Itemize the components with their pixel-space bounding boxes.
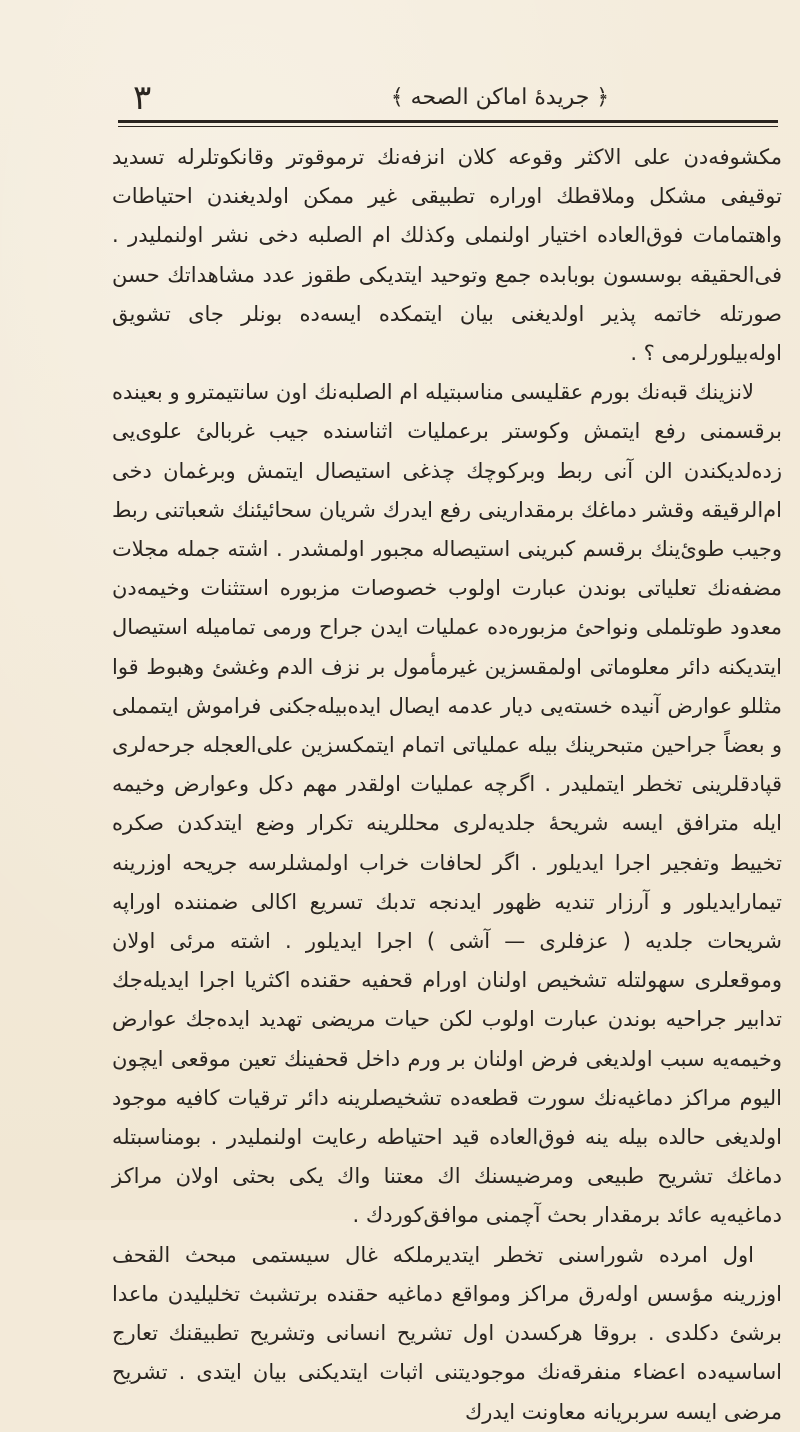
header-rule-thin xyxy=(118,126,778,127)
page-header xyxy=(115,72,775,122)
header-rule-thick xyxy=(118,120,778,123)
paragraph: اول امرده شوراسنى تخطر ايتديرملكه غال سيستمى مبحث القحف اوزرينه مؤسس اوله‌رق مراكز ومواقع دماغيه حقنده برتشبث تخليليدن ماعدا برشئ دكلدى . بروقا هركسدن اول تشريح انسانى وتشريح تطبيقنك تعارج اساسيه‌ده اعضاء منفرقه‌نك موجوديتنى اثبات ايتديكنى بيان ايتدى . تشريح مرضى ايسه سربريانه معاونت ايدرك xyxy=(112,1242,782,1424)
page-number: ٣ xyxy=(133,78,152,118)
paragraph: لانزينك قبه‌نك بورم عقليسى مناسبتيله ام الصلبه‌نك اون سانتيمترو و بعينده برقسمنى رفع ايتمش وكوستر برعمليات اثناسنده جيب غربالئ علوى‌يى زده‌لديكندن الن آنى ربط وبركوچك چذغى استيصال ايتمش وبرغمان دخى ام‌الرقيقه وقشر دماغك برمقدارينى رفع ايدرك شريان سحائيئنك شعباتنى ربط وجيب طوئ‌ينك برقسم كبرينى استيصاله مجبور اولمشدر . اشته جمله مجلات مضفه‌نك تعلياتى بوندن عبارت اولوب خصوصات مزبوره استثنات وخيمه‌دن معدود طوتلملى ونواحئ مزبوره‌ده عمليات ايدن جراح ورمى تماميله استيصال ايتديكنه دائر معلوماتى اولمقسزين غيرمأمول بر نزف الدم وغشئ وهبوط قوا مثللو عوارض آنيده خسته‌يى ديار عدمه ايصال ايده‌بيله‌جكنى فراموش ايتمملى و بعضاً جراحين متبحرينك بيله عملياتى اتمام ايتمكسزين على‌العجله جرحه‌لرى قپادقلرينى تخطر ايتمليدر . اگرچه عمليات اولقدر مهم دكل وعوارض وخيمه ايله مترافق ايسه شريحهٔ جلديه‌لرى محللرينه تكرار وضع ايتدكدن صكره تخييط وتفجير اجرا ايديلور . اگر لحافات خراب اولمشلرسه جريحه اوزرينه تيمارايديلور و آرزار تنديه ظهور ايدنجه تدبك تسريع اكالى ضمننده اوراپه شريحات جلديه ( عزفلرى — آشى ) اجرا ايديلور . اشته مرئى اولان وموقعلرى سهولتله تشخيص اولنان اورام قحفيه حقنده اكثريا اجرا ايديله‌جك تدابير جراحيه بوندن عبارت اولوب لكن حيات مريضى تهديد ايده‌جك عوارض وخيمه‌يه سبب اولديغى فرض اولنان بر ورم داخل قحفينك تعين موقعى ايچون اليوم مراكز دماغيه‌نك سورت قطعه‌ده تشخيصلرينه دائر ترقيات كافيه موجود اولديغى حالده بيله ينه فوق‌العاده قيد احتياطه رعايت اولنمليدر . بومناسبتله دماغك تشريح طبيعى ومرضيسنك اك معتنا واك يكى بحثى اولان مراكز دماغيه‌يه عائد برمقدار بحث آچمنى موافق‌كوردك . xyxy=(112,380,782,1228)
body-text xyxy=(112,138,782,1432)
running-title: ﴿ جريدهٔ اماكن الصحه ﴾ xyxy=(390,85,610,110)
paragraph: مكشوفه‌دن على الاكثر وقوعه كلان انزفه‌نك ترموقوتر وقانكوتلرله تسديد توقيفى مشكل وملاقطك اوراره تطبيقى غير ممكن اولديغندن احتياطات واهتمامات فوق‌العاده اختيار اولنملى وكذلك ام الصلبه دخى نشر اولنمليدر . فى‌الحقيقه بوسسون بوبابده جمع وتوحيد ايتديكى طقوز عدد مشاهداتك حسن صورتله خاتمه پذير اولديغنى بيان ايتمكده ايسه‌ده بونلر جاى تشويق اوله‌بيلورلرمى ؟ . xyxy=(112,145,782,366)
